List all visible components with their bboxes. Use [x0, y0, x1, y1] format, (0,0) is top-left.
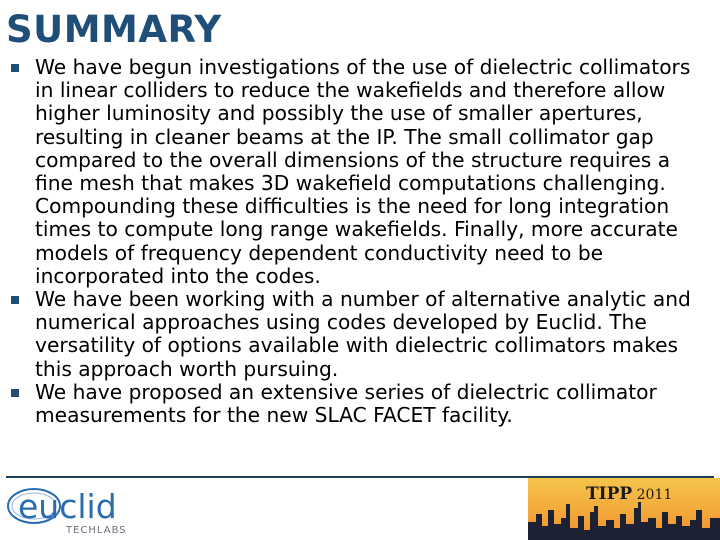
city-skyline-graphic	[528, 500, 720, 540]
slide-title: SUMMARY	[6, 8, 222, 51]
euclid-logo	[6, 482, 146, 536]
logo-wordmark: euclid	[18, 487, 117, 526]
summary-bullet-list	[10, 56, 710, 427]
bullet-text: We have proposed an extensive series of dielectric collimator measurements for the new SLAC FACET facility.	[35, 379, 657, 428]
logo-subtext: TECHLABS	[66, 525, 127, 536]
bullet-text: We have been working with a number of alternative analytic and numerical approaches using codes developed by Euclid. The versatility of options available with dielectric collimators makes this approach worth pursuing.	[35, 287, 691, 381]
bullet-item	[10, 288, 710, 381]
conference-name: TIPP	[586, 484, 633, 504]
bullet-text: We have begun investigations of the use of dielectric collimators in linear colliders to reduce the wakefields and therefore allow higher luminosity and possibly the use of smaller apertures, resulting in cleaner beams at the IP. The small collimator gap compared to the overall dimensions of the structure requires a fine mesh that makes 3D wakefield computations challenging. Compounding these difficulties is the need for long integration times to compute long range wakefields. Finally, more accurate models of frequency dependent conductivity need to be incorporated into the codes.	[35, 55, 691, 288]
tipp-2011-badge	[528, 478, 720, 540]
square-bullet-icon	[11, 389, 19, 397]
square-bullet-icon	[11, 296, 19, 304]
square-bullet-icon	[11, 64, 19, 72]
conference-year: 2011	[636, 487, 673, 503]
bullet-item	[10, 56, 710, 288]
bullet-item	[10, 381, 710, 427]
